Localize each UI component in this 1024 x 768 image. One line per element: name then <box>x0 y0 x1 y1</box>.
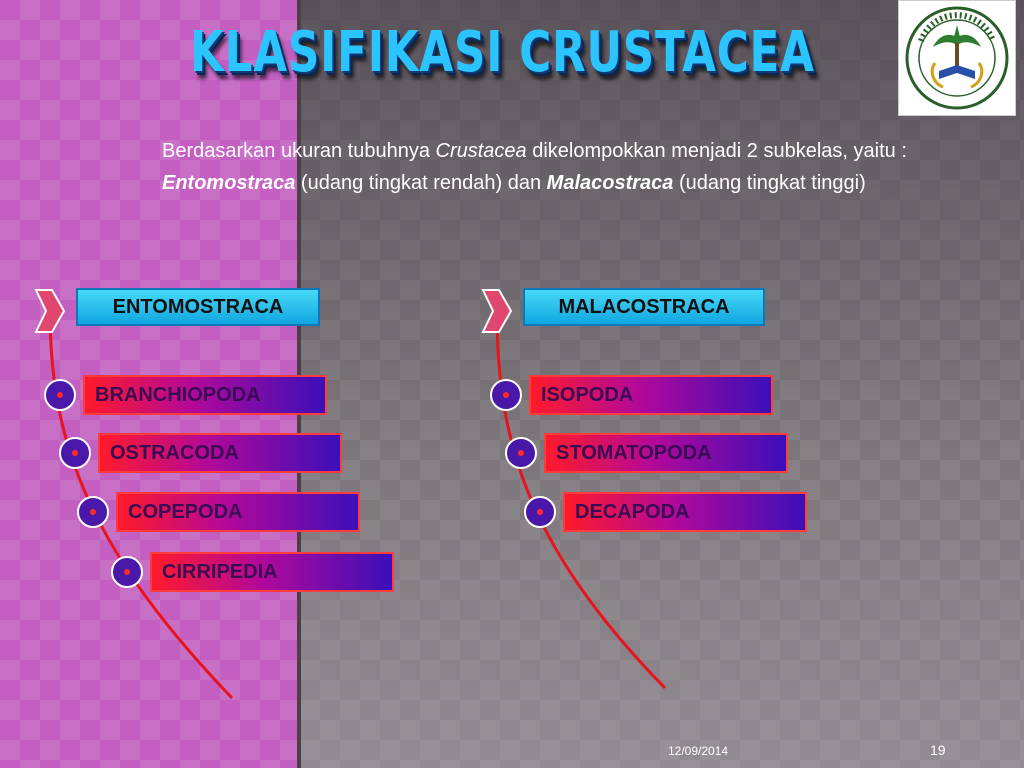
bullet-dot-icon <box>58 436 92 470</box>
bullet-dot-icon <box>523 495 557 529</box>
intro-entomostraca: Entomostraca <box>162 172 296 194</box>
intro-text-2: dikelompokkan menjadi 2 subkelas, yaitu : <box>526 140 907 162</box>
intro-malacostraca: Malacostraca <box>546 172 674 194</box>
footer-date: 12/09/2014 <box>668 744 729 758</box>
page-number: 19 <box>930 742 946 758</box>
list-item-isopoda: ISOPODA <box>529 375 773 415</box>
list-item-branchiopoda: BRANCHIOPODA <box>83 375 327 415</box>
list-item-decapoda: DECAPODA <box>563 492 807 532</box>
bullet-dot-icon <box>76 495 110 529</box>
intro-text-1: Berdasarkan ukuran tubuhnya <box>162 140 436 162</box>
bullet-dot-icon <box>504 436 538 470</box>
list-item-cirripedia: CIRRIPEDIA <box>150 552 394 592</box>
list-item-stomatopoda: STOMATOPODA <box>544 433 788 473</box>
intro-crustacea: Crustacea <box>435 140 527 162</box>
bullet-dot-icon <box>43 378 77 412</box>
intro-text-4: (udang tingkat tinggi) <box>673 172 866 194</box>
bullet-dot-icon <box>110 555 144 589</box>
chevron-arrow-icon <box>481 288 513 334</box>
bullet-dot-icon <box>489 378 523 412</box>
intro-text-3: (udang tingkat rendah) dan <box>295 172 547 194</box>
group-header-malacostraca: MALACOSTRACA <box>523 288 765 326</box>
list-item-ostracoda: OSTRACODA <box>98 433 342 473</box>
group-header-entomostraca: ENTOMOSTRACA <box>76 288 320 326</box>
list-item-copepoda: COPEPODA <box>116 492 360 532</box>
slide-title: KLASIFIKASI CRUSTACEA <box>190 20 815 85</box>
chevron-arrow-icon <box>34 288 66 334</box>
